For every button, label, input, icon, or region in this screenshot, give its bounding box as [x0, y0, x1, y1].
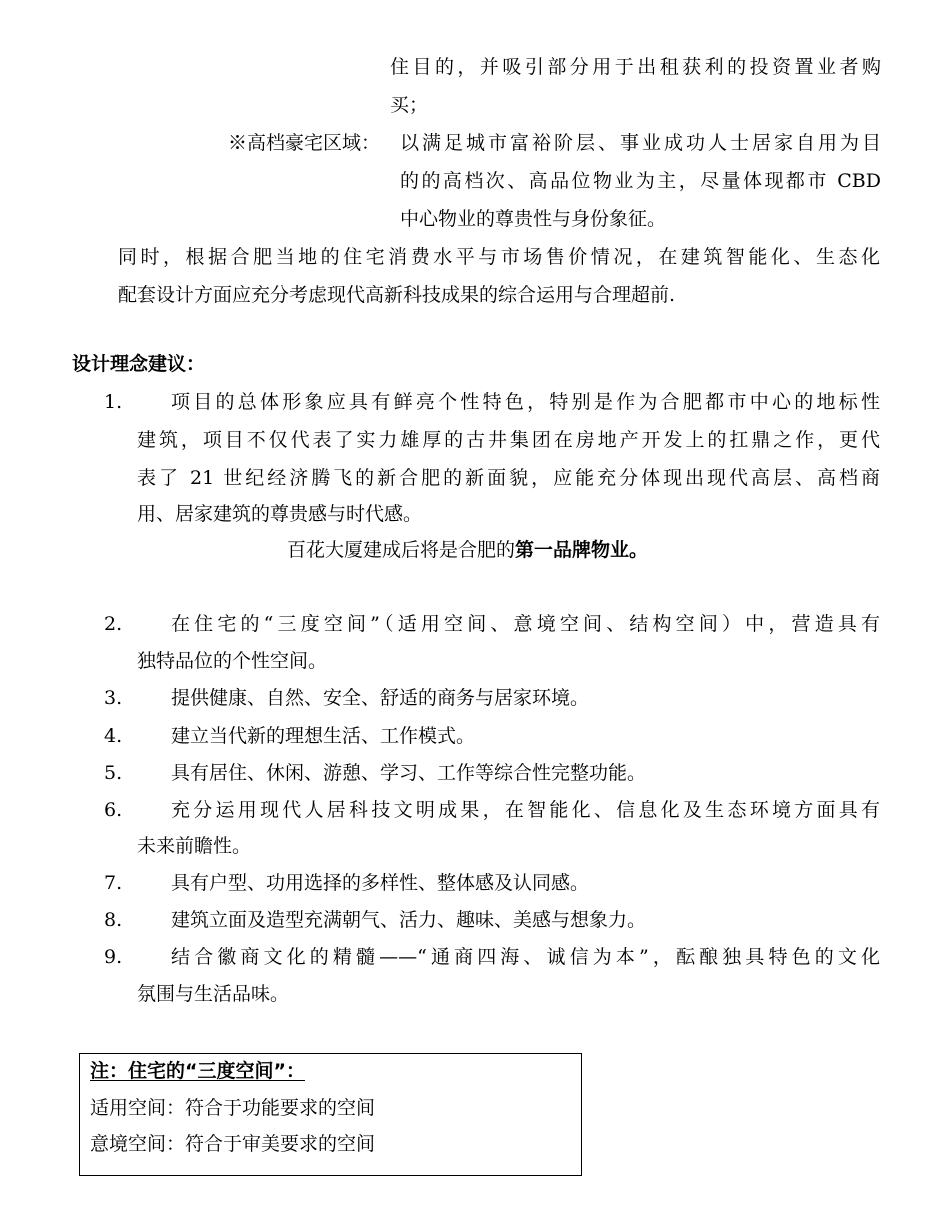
- item-7-number: 7.: [104, 872, 123, 894]
- note-line-2: 意境空间：符合于审美要求的空间: [90, 1133, 376, 1155]
- item-2-line-1: 在住宅的“三度空间”（适用空间、意境空间、结构空间）中，营造具有: [171, 613, 880, 635]
- luxury-line-1: 以满足城市富裕阶层、事业成功人士居家自用为目: [400, 132, 881, 154]
- item-5-text: 具有居住、休闲、游憩、学习、工作等综合性完整功能。: [171, 762, 647, 784]
- design-heading: 设计理念建议：: [72, 353, 206, 375]
- item-4-number: 4.: [104, 725, 123, 747]
- item-8-text: 建筑立面及造型充满朝气、活力、趣味、美感与想象力。: [171, 909, 647, 931]
- item-7-text: 具有户型、功用选择的多样性、整体感及认同感。: [171, 872, 590, 894]
- note-title: 注：住宅的“三度空间”：: [90, 1060, 305, 1082]
- item-9-line-2: 氛围与生活品味。: [137, 983, 290, 1005]
- note-line-1: 适用空间：符合于功能要求的空间: [90, 1097, 376, 1119]
- cont-line-2: 买；: [390, 94, 429, 116]
- paragraph-line-1: 同时，根据合肥当地的住宅消费水平与市场售价情况，在建筑智能化、生态化: [118, 246, 880, 268]
- note-box: [79, 1053, 582, 1176]
- cont-line-1: 住目的，并吸引部分用于出租获利的投资置业者购: [390, 56, 881, 78]
- item-3-number: 3.: [104, 687, 123, 709]
- item-3-text: 提供健康、自然、安全、舒适的商务与居家环境。: [171, 687, 590, 709]
- item-1-highlight: [287, 541, 648, 560]
- item-9-number: 9.: [104, 946, 123, 968]
- item-8-number: 8.: [104, 909, 123, 931]
- item-1-line-3: 表了 21 世纪经济腾飞的新合肥的新面貌，应能充分体现出现代高层、高档商: [137, 467, 880, 489]
- luxury-label: ※高档豪宅区域：: [228, 132, 381, 154]
- highlight-bold: 第一品牌物业。: [515, 539, 649, 561]
- item-2-number: 2.: [104, 613, 123, 635]
- item-1-line-4: 用、居家建筑的尊贵感与时代感。: [137, 503, 423, 525]
- item-1-line-1: 项目的总体形象应具有鲜亮个性特色，特别是作为合肥都市中心的地标性: [171, 391, 880, 413]
- item-4-text: 建立当代新的理想生活、工作模式。: [171, 725, 476, 747]
- item-6-number: 6.: [104, 799, 123, 821]
- item-1-line-2: 建筑，项目不仅代表了实力雄厚的古井集团在房地产开发上的扛鼎之作，更代: [137, 429, 880, 451]
- highlight-prefix: 百花大厦建成后将是合肥的: [287, 539, 516, 561]
- luxury-line-3: 中心物业的尊贵性与身份象征。: [400, 208, 667, 230]
- paragraph-line-2: 配套设计方面应充分考虑现代高新科技成果的综合运用与合理超前.: [118, 284, 676, 306]
- item-1-number: 1.: [104, 391, 123, 413]
- item-5-number: 5.: [104, 762, 123, 784]
- item-6-line-1: 充分运用现代人居科技文明成果，在智能化、信息化及生态环境方面具有: [171, 799, 880, 821]
- luxury-line-2: 的的高档次、高品位物业为主，尽量体现都市 CBD: [400, 170, 881, 192]
- item-2-line-2: 独特品位的个性空间。: [137, 650, 328, 672]
- item-9-line-1: 结合徽商文化的精髓——“通商四海、诚信为本”，酝酿独具特色的文化: [171, 946, 880, 968]
- item-6-line-2: 未来前瞻性。: [137, 835, 252, 857]
